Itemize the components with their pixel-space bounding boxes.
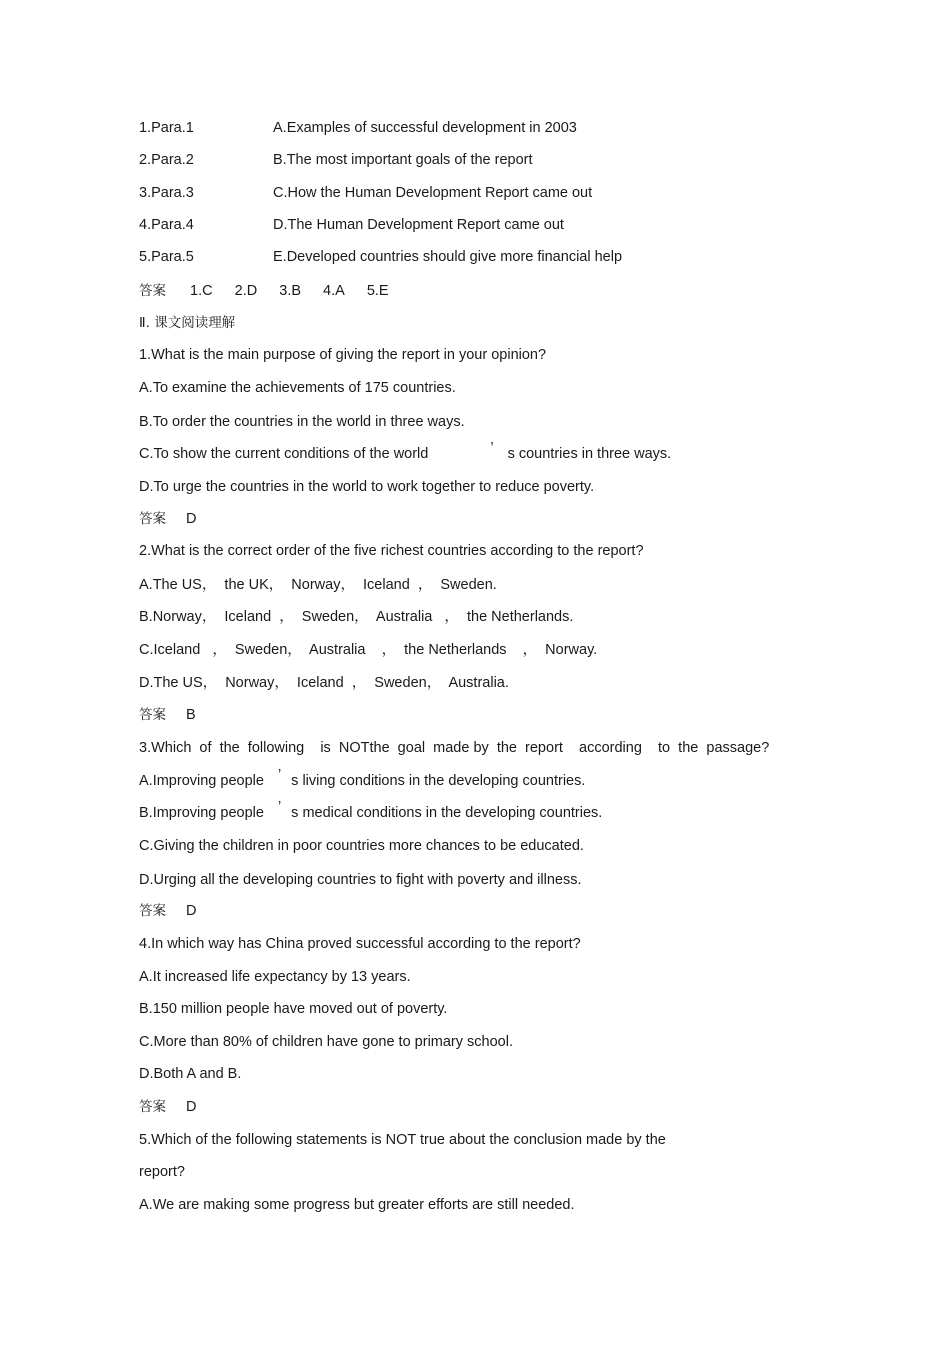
answer-item: 4.A [323, 283, 345, 299]
answer-item: 5.E [366, 283, 389, 299]
answer-label: 答案 [139, 283, 166, 299]
option-text: B.Improving people [139, 805, 264, 821]
answer-item: 1.C [190, 283, 213, 299]
para-description: C.How the Human Development Report came out [273, 185, 593, 201]
question-text: 3.Which of the following is NOTthe goal made by the report according to the passage? [139, 740, 770, 756]
answer-value: D [186, 511, 197, 527]
para-description: B.The most important goals of the report [273, 152, 533, 168]
option-text: s countries in three ways. [507, 446, 672, 462]
option-b: B.Norway， Iceland ， Sweden， Australia ， the Netherlands. [139, 609, 574, 625]
para-label: 1.Para.1 [139, 120, 194, 136]
para-description: A.Examples of successful development in 2003 [273, 120, 577, 136]
answer-item: 2.D [234, 283, 258, 299]
apostrophe: ’ [277, 767, 282, 783]
matching-answer [139, 281, 389, 301]
option-a: A.The US， the UK， Norway， Iceland ， Sweden. [139, 577, 497, 593]
apostrophe: ’ [490, 440, 494, 456]
answer-item: 3.B [279, 283, 302, 299]
para-label: 5.Para.5 [139, 249, 194, 265]
option-d: D.Urging all the developing countries to fight with poverty and illness. [139, 872, 582, 888]
para-label: 2.Para.2 [139, 152, 194, 168]
para-description: D.The Human Development Report came out [273, 217, 564, 233]
answer-label: 答案 [139, 707, 166, 723]
question-text-continued: report? [139, 1164, 185, 1180]
option-b: B.150 million people have moved out of poverty. [139, 1001, 448, 1017]
option-c [139, 440, 672, 464]
question-text: 5.Which of the following statements is NOT true about the conclusion made by the [139, 1132, 666, 1148]
option-c: C.More than 80% of children have gone to primary school. [139, 1034, 513, 1050]
option-text: s medical conditions in the developing countries. [291, 805, 603, 821]
option-a: A.It increased life expectancy by 13 years. [139, 969, 411, 985]
answer-value: D [186, 1099, 197, 1115]
para-label: 4.Para.4 [139, 217, 194, 233]
option-a: A.To examine the achievements of 175 countries. [139, 380, 456, 396]
option-b: B.To order the countries in the world in three ways. [139, 414, 465, 430]
answer-label: 答案 [139, 903, 166, 919]
option-text: s living conditions in the developing countries. [291, 773, 586, 789]
option-a: A.We are making some progress but greater efforts are still needed. [139, 1197, 575, 1213]
question-text: 2.What is the correct order of the five richest countries according to the report? [139, 543, 644, 559]
answer-label: 答案 [139, 511, 166, 527]
option-text: A.Improving people [139, 773, 264, 789]
para-label: 3.Para.3 [139, 185, 194, 201]
answer-line [139, 1097, 196, 1117]
answer-value: B [186, 707, 196, 723]
answer-label: 答案 [139, 1099, 166, 1115]
question-text: 1.What is the main purpose of giving the report in your opinion? [139, 347, 547, 363]
answer-line [139, 901, 196, 921]
para-description: E.Developed countries should give more financial help [273, 249, 623, 265]
section-heading: Ⅱ. 课文阅读理解 [139, 315, 236, 331]
option-d: D.Both A and B. [139, 1066, 242, 1082]
option-a [139, 767, 586, 791]
question-text: 4.In which way has China proved successful according to the report? [139, 936, 581, 952]
answer-line [139, 705, 196, 725]
option-c: C.Iceland ， Sweden， Australia ， the Netherlands ， Norway. [139, 642, 598, 658]
option-b [139, 799, 603, 823]
option-c: C.Giving the children in poor countries more chances to be educated. [139, 838, 584, 854]
option-d: D.The US， Norway， Iceland ， Sweden， Australia. [139, 675, 509, 691]
apostrophe: ’ [277, 799, 282, 815]
answer-value: D [186, 903, 197, 919]
option-d: D.To urge the countries in the world to work together to reduce poverty. [139, 479, 595, 495]
answer-line [139, 509, 196, 529]
option-text: C.To show the current conditions of the world [139, 446, 429, 462]
